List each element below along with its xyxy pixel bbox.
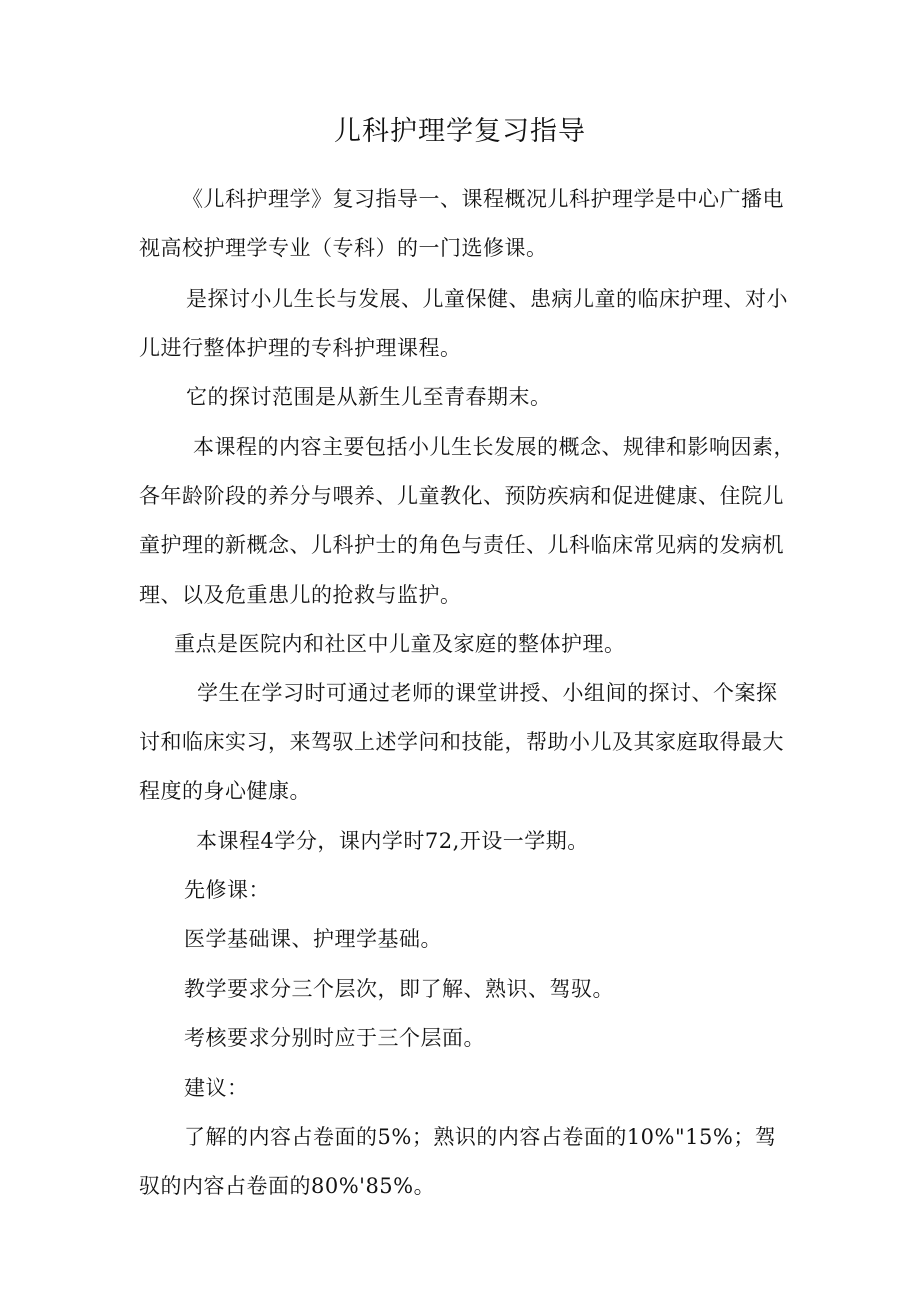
paragraph-line: 它的探讨范围是从新生儿至青春期末。 <box>186 385 552 409</box>
paragraph-line: 视高校护理学专业（专科）的一门选修课。 <box>139 236 548 260</box>
paragraph-line: 重点是医院内和社区中儿童及家庭的整体护理。 <box>174 632 626 656</box>
paragraph-line: 是探讨小儿生长与发展、儿童保健、患病儿童的临床护理、对小 <box>186 287 788 311</box>
paragraph-line: 建议： <box>184 1076 249 1100</box>
paragraph-line: 理、以及危重患儿的抢救与监护。 <box>139 583 462 607</box>
paragraph-line: 童护理的新概念、儿科护士的角色与责任、儿科临床常见病的发病机 <box>139 533 784 557</box>
paragraph-line: 医学基础课、护理学基础。 <box>184 927 442 951</box>
document-title: 儿科护理学复习指导 <box>334 116 586 147</box>
paragraph-line: 讨和临床实习，来驾驭上述学问和技能，帮助小儿及其家庭取得最大 <box>139 730 784 754</box>
paragraph-line: 《儿科护理学》复习指导一、课程概况儿科护理学是中心广播电 <box>182 187 784 211</box>
paragraph-line: 本课程4学分，课内学时72,开设一学期。 <box>196 829 589 853</box>
paragraph-line: 儿进行整体护理的专科护理课程。 <box>139 336 462 360</box>
paragraph-line: 考核要求分别时应于三个层面。 <box>184 1026 485 1050</box>
paragraph-line: 先修课： <box>184 878 270 902</box>
paragraph-line: 程度的身心健康。 <box>139 779 311 803</box>
paragraph-line: 本课程的内容主要包括小儿生长发展的概念、规律和影响因素， <box>193 435 795 459</box>
paragraph-line: 教学要求分三个层次，即了解、熟识、驾驭。 <box>184 977 614 1001</box>
paragraph-line: 驭的内容占卷面的80%'85%。 <box>139 1174 436 1198</box>
paragraph-line: 了解的内容占卷面的5%；熟识的内容占卷面的10%"15%；驾 <box>184 1125 777 1149</box>
paragraph-line: 学生在学习时可通过老师的课堂讲授、小组间的探讨、个案探 <box>197 681 778 705</box>
paragraph-line: 各年龄阶段的养分与喂养、儿童教化、预防疾病和促进健康、住院儿 <box>139 484 784 508</box>
